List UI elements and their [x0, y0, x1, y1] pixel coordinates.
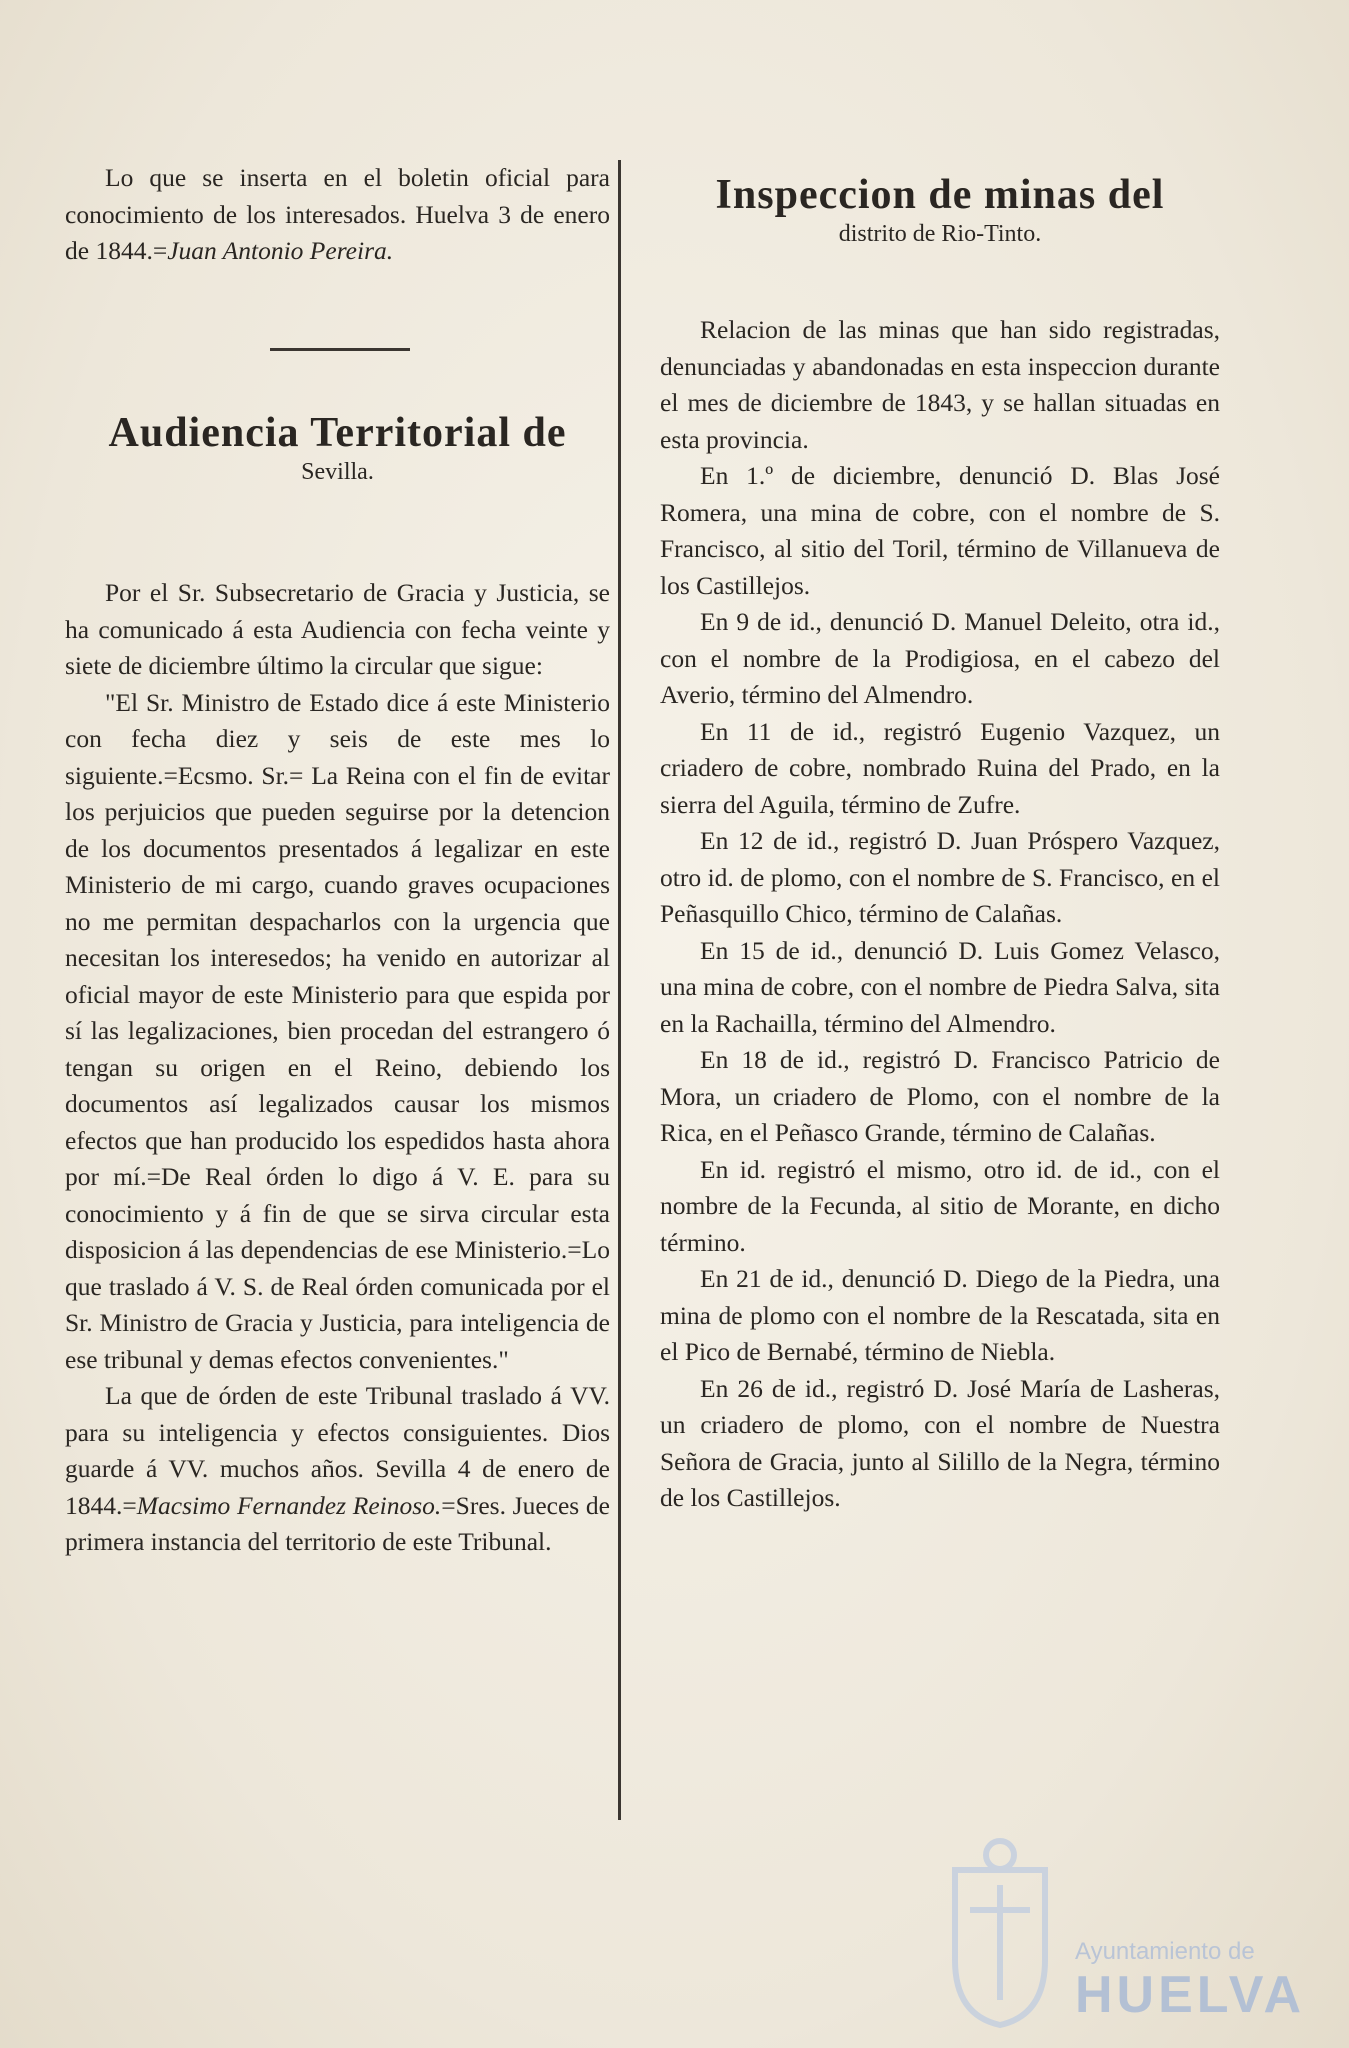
left-column: [65, 0, 610, 2048]
column-divider: [618, 160, 621, 1820]
right-paragraph-5: En 12 de id., registró D. Juan Próspero Vazquez, otro id. de plomo, con el nombre de S. Francisco, en el Peñasquillo Chico, término de Calañas.: [660, 826, 1220, 928]
section-heading-inspeccion: Inspeccion de minas del: [715, 172, 1165, 218]
section-heading-audiencia: Audiencia Territorial de: [108, 410, 567, 456]
right-paragraph-7: En 18 de id., registró D. Francisco Patricio de Mora, un criadero de Plomo, con el nombre de la Rica, en el Peñasco Grande, término de Calañas.: [660, 1045, 1220, 1147]
watermark-line-2: HUELVA: [1075, 1966, 1306, 2024]
right-paragraph-2: En 1.º de diciembre, denunció D. Blas José Romera, una mina de cobre, con el nombre de S. Francisco, al sitio del Toril, término de Villanueva de los Castillejos.: [660, 461, 1220, 600]
right-paragraph-6: En 15 de id., denunció D. Luis Gomez Velasco, una mina de cobre, con el nombre de Piedra Salva, sita en la Rachailla, término del Almendro.: [660, 935, 1220, 1038]
right-paragraph-9: En 21 de id., denunció D. Diego de la Piedra, una mina de plomo con el nombre de la Rescatada, sita en el Pico de Bernabé, término de Niebla.: [660, 1264, 1220, 1366]
watermark-line-1: Ayuntamiento de: [1075, 1938, 1255, 1965]
right-paragraph-8: En id. registró el mismo, otro id. de id., con el nombre de la Fecunda, al sitio de Morante, en dicho término.: [660, 1154, 1220, 1257]
left-paragraph-4: La que de órden de este Tribunal traslado á VV. para su inteligencia y efectos consiguientes. Dios guarde á VV. muchos años. Sevilla 4 de enero de 1844.=Macsimo Fernandez Reinoso.=Sres. Jueces de primera instancia del territorio de este Tribunal.: [65, 1381, 611, 1556]
signature: Macsimo Fernandez Reinoso.: [136, 1490, 442, 1520]
section-rule: [270, 348, 410, 351]
right-column: [660, 0, 1220, 2048]
section-subheading-sevilla: Sevilla.: [301, 459, 374, 485]
section-subheading-rio-tinto: distrito de Rio-Tinto.: [838, 221, 1042, 247]
right-paragraph-1: Relacion de las minas que han sido registradas, denunciadas y abandonadas en esta inspeccion durante el mes de diciembre de 1843, y se hallan situadas en esta provincia.: [660, 315, 1220, 454]
right-paragraph-3: En 9 de id., denunció D. Manuel Deleito, otra id., con el nombre de la Prodigiosa, en el cabezo del Averio, término del Almendro.: [660, 607, 1220, 709]
signature: Juan Antonio Pereira.: [167, 236, 394, 265]
left-paragraph-1: Lo que se inserta en el boletin oficial para conocimiento de los interesados. Huelva 3 de enero de 1844.=Juan Antonio Pereira.: [65, 163, 610, 265]
left-paragraph-3: "El Sr. Ministro de Estado dice á este Ministerio con fecha diez y seis de este mes lo siguiente.=Ecsmo. Sr.= La Reina con el fin de evitar los perjuicios que pueden seguirse por la detencion de los documentos presentados á legalizar en este Ministerio de mi cargo, cuando graves ocupaciones no me permitan despacharlos con la urgencia que necesitan los interesedos; ha venido en autorizar al oficial mayor de este Ministerio para que espida por sí las legalizaciones, bien procedan del estrangero ó tengan su origen en el Reino, debiendo los documentos así legalizados causar los mismos efectos que han producido los espedidos hasta ahora por mí.=De Real órden lo digo á V. E. para su conocimiento y á fin de que se sirva circular esta disposicion á las dependencias de ese Ministerio.=Lo que traslado á V. S. de Real órden comunicada por el Sr. Ministro de Gracia y Justicia, para inteligencia de ese tribunal y demas efectos convenientes.": [65, 687, 610, 1374]
right-paragraph-10: En 26 de id., registró D. José María de Lasheras, un criadero de plomo, con el nombre de Nuestra Señora de Gracia, junto al Silillo de la Negra, término de los Castillejos.: [660, 1373, 1220, 1512]
right-paragraph-4: En 11 de id., registró Eugenio Vazquez, un criadero de cobre, nombrado Ruina del Prado, en la sierra del Aguila, término de Zufre.: [660, 716, 1220, 819]
left-paragraph-2: Por el Sr. Subsecretario de Gracia y Justicia, se ha comunicado á esta Audiencia con fecha veinte y siete de diciembre último la circular que sigue:: [65, 578, 610, 680]
